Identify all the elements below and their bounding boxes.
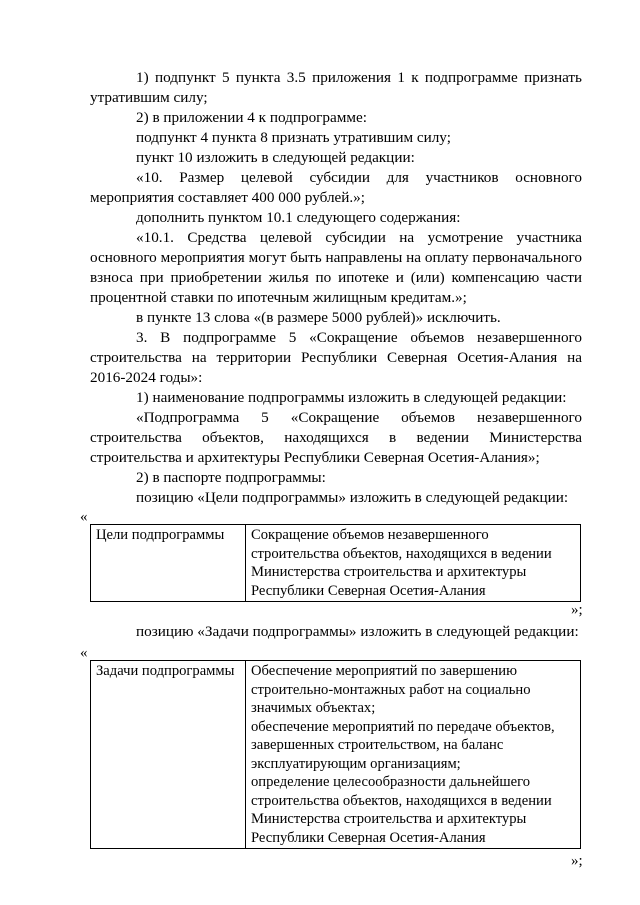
task-item-1: Обеспечение мероприятий по завершению строительно-монтажных работ на социально значимых объектах; <box>251 663 531 716</box>
paragraph-10: 1) наименование подпрограммы изложить в следующей редакции: <box>136 389 567 406</box>
opening-quote-tasks: « <box>80 645 88 661</box>
tasks-table <box>90 660 581 849</box>
closing-quote-tasks: »; <box>571 853 583 869</box>
paragraph-14: позицию «Задачи подпрограммы» изложить в следующей редакции: <box>136 623 579 640</box>
paragraph-13: позицию «Цели подпрограммы» изложить в следующей редакции: <box>136 489 569 506</box>
tasks-text-cell <box>246 661 581 849</box>
goals-label-cell: Цели подпрограммы <box>91 525 246 602</box>
paragraph-9: 3. В подпрограмме 5 «Сокращение объемов незавершенного строительства на территории Республики Северная Осетия-Алания на 2016-2024 годы»: <box>90 329 582 386</box>
paragraph-2: 2) в приложении 4 к подпрограмме: <box>136 109 367 126</box>
tasks-label-cell: Задачи подпрограммы <box>91 661 246 849</box>
closing-quote-goals: »; <box>571 602 583 618</box>
goals-table <box>90 524 581 602</box>
opening-quote-goals: « <box>80 509 88 525</box>
tasks-row <box>91 661 581 849</box>
goals-text-cell: Сокращение объемов незавершенного строительства объектов, находящихся в ведении Министерства строительства и архитектуры Республики Северная Осетия-Алания <box>246 525 581 602</box>
paragraph-5: «10. Размер целевой субсидии для участников основного мероприятия составляет 400 000 рублей.»; <box>90 169 582 206</box>
paragraph-11: «Подпрограмма 5 «Сокращение объемов незавершенного строительства объектов, находящихся в ведении Министерства строительства и архитектуры Республики Северная Осетия-Алания»; <box>90 409 582 466</box>
paragraph-4: пункт 10 изложить в следующей редакции: <box>136 149 415 166</box>
paragraph-3: подпункт 4 пункта 8 признать утратившим силу; <box>136 129 451 146</box>
paragraph-12: 2) в паспорте подпрограммы: <box>136 469 326 486</box>
task-item-2: обеспечение мероприятий по передаче объектов, завершенных строительством, на баланс эксплуатирующим организациям; <box>251 718 555 772</box>
paragraph-1: 1) подпункт 5 пункта 3.5 приложения 1 к подпрограмме признать утратившим силу; <box>90 69 582 106</box>
paragraph-8: в пункте 13 слова «(в размере 5000 рублей)» исключить. <box>136 309 501 326</box>
paragraph-7: «10.1. Средства целевой субсидии на усмотрение участника основного мероприятия могут быть направлены на оплату первоначального взноса при приобретении жилья по ипотеке и (или) компенсацию части процентной ставки по ипотечным жилищным кредитам.»; <box>90 229 582 306</box>
paragraph-6: дополнить пунктом 10.1 следующего содержания: <box>136 209 461 226</box>
task-item-3: определение целесообразности дальнейшего строительства объектов, находящихся в ведении Министерства строительства и архитектуры Республики Северная Осетия-Алания <box>251 774 552 846</box>
goals-row <box>91 525 581 602</box>
